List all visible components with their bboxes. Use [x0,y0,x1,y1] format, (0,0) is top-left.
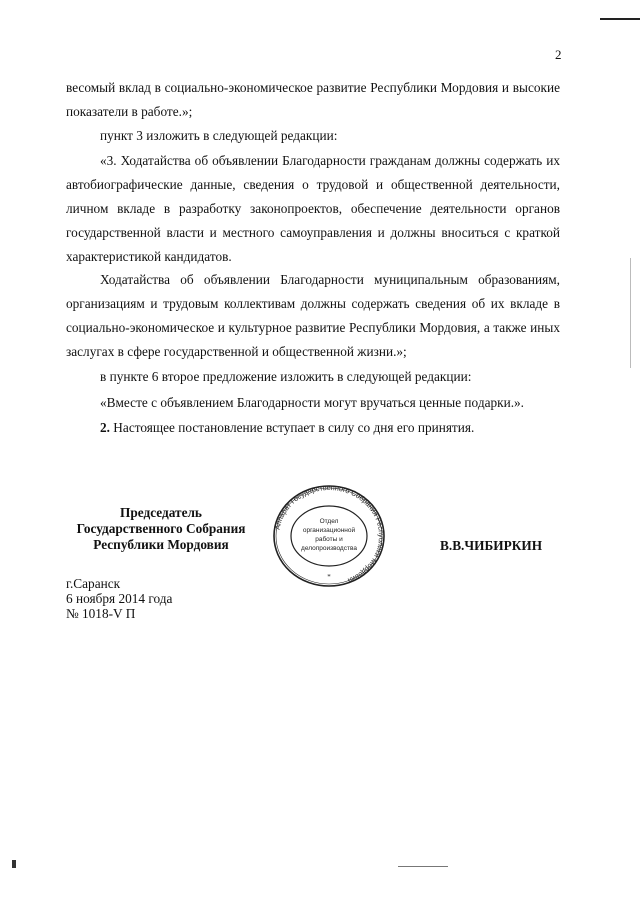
signatory-title-line3: Республики Мордовия [93,537,229,552]
signatory-title-line2: Государственного Собрания [76,521,246,536]
scan-artifact-edge [630,258,631,368]
signatory-title [66,505,256,553]
stamp-center-line3: работы и [315,536,343,543]
document-number: № 1018-V П [66,606,136,621]
paragraph-effective-date [66,416,560,440]
document-date: 6 ноября 2014 года [66,591,173,606]
stamp-outer-text: Аппарат Государственного Собрания Республики Мордовия [272,482,387,586]
effective-date-text: Настоящее постановление вступает в силу со дня его принятия. [109,420,475,435]
signatory-name: В.В.ЧИБИРКИН [440,538,543,553]
official-stamp [264,478,394,590]
city: г.Саранск [66,576,121,591]
item-number: 2. [100,420,110,435]
paragraph-point-6-text: «Вместе с объявлением Благодарности могут вручаться ценные подарки.». [100,395,525,410]
stamp-star-icon: * [327,573,331,581]
scan-artifact-line [398,866,448,867]
stamp-center-line1: Отдел [319,518,339,525]
paragraph-continuation: весомый вклад в социально-экономическое развитие Республики Мордовия и высокие показатели в работе.»; [66,80,560,119]
stamp-center-line2: организационной [302,527,356,534]
page-number: 2 [555,47,562,62]
paragraph-point-3-intro: пункт 3 изложить в следующей редакции: [100,128,338,143]
scan-artifact-mark [12,860,16,868]
stamp-center-line4: делопроизводства [301,545,357,552]
paragraph-point-3-text: «3. Ходатайства об объявлении Благодарности гражданам должны содержать их автобиографические данные, сведения о трудовой и общественной деятельности, личном вкладе в разработку законопроектов, обеспечение деятельности органов государственной власти и местного самоуправления и должны вноситься с краткой характеристикой кандидатов. [66,153,560,264]
place-date-number [66,576,172,621]
paragraph-point-6-intro: в пункте 6 второе предложение изложить в следующей редакции: [100,369,472,384]
signatory-title-line1: Председатель [120,505,202,520]
paragraph-point-3-second: Ходатайства об объявлении Благодарности муниципальным образованиям, организациям и трудовым коллективам должны содержать сведения об их вкладе в социально-экономическое и культурное развитие Республики Мордовия, а также иных заслугах в сфере государственной и общественной жизни.»; [66,272,560,359]
scan-edge-mark [600,18,640,20]
